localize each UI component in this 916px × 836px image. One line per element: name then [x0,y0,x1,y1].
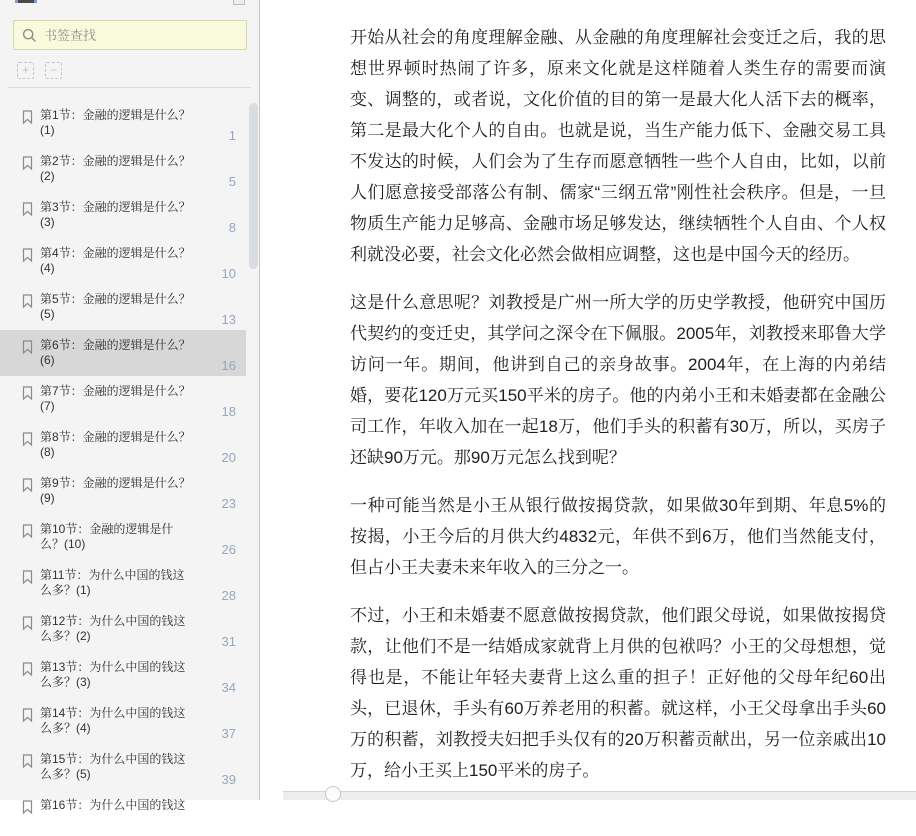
bookmark-page-number: 5 [228,174,236,189]
bookmark-page-number: 8 [228,220,236,235]
bookmark-icon [22,202,33,216]
paragraph: 一种可能当然是小王从银行做按揭贷款，如果做30年到期、年息5%的按揭，小王今后的月供大约4832元，年供不到6万，他们当然能支付，但占小王夫妻未来年收入的三分之一。 [350,496,886,577]
bookmark-item[interactable] [0,606,246,652]
bookmark-page-number: 23 [221,496,236,511]
bookmark-item[interactable] [0,330,246,376]
bookmark-page-number: 20 [221,450,236,465]
bookmark-page-number: 10 [221,266,236,281]
bookmark-title: 第7节：金融的逻辑是什么？(7) [40,384,191,413]
bookmark-page-number: 13 [221,312,236,327]
scrollbar-knob-icon[interactable] [325,786,341,802]
bookmark-item[interactable] [0,422,246,468]
bookmark-icon [22,662,33,676]
bookmark-title: 第2节：金融的逻辑是什么？(2) [40,154,191,183]
bookmark-icon [22,294,33,308]
bookmark-icon [22,524,33,538]
bookmark-title: 第10节：金融的逻辑是什么？(10) [40,522,174,551]
bookmark-title: 第14节：为什么中国的钱这么多？(4) [40,706,186,735]
bookmark-title: 第11节：为什么中国的钱这么多？(1) [40,568,185,597]
bookmark-title: 第13节：为什么中国的钱这么多？(3) [40,660,186,689]
bookmark-search[interactable] [13,20,247,50]
horizontal-scrollbar[interactable] [283,791,916,800]
bookmark-item[interactable] [0,100,246,146]
bookmark-item[interactable] [0,744,246,790]
page-text [350,22,886,803]
clipped-toolbar-icon [15,0,37,3]
bookmark-page-number: 28 [221,588,236,603]
bookmark-icon [22,708,33,722]
bookmark-title: 第9节：金融的逻辑是什么？(9) [40,476,191,505]
sidebar-scrollbar-thumb[interactable] [249,103,258,269]
collapse-all-button[interactable]: − [45,62,62,79]
bookmark-title: 第5节：金融的逻辑是什么？(5) [40,292,191,321]
bookmark-page-number: 16 [221,358,236,373]
bookmark-title: 第15节：为什么中国的钱这么多？(5) [40,752,186,781]
bookmark-item[interactable] [0,284,246,330]
bookmark-page-number: 31 [221,634,236,649]
bookmark-item[interactable] [0,790,246,836]
bookmarks-panel [0,0,260,812]
search-input[interactable] [44,28,238,43]
bookmark-icon [22,110,33,124]
bookmark-item[interactable] [0,560,246,606]
bookmark-item[interactable] [0,698,246,744]
bookmark-page-number: 26 [221,542,236,557]
sidebar-divider [8,87,251,88]
clipped-panel-button-icon [233,0,245,5]
bookmark-icon [22,386,33,400]
bookmark-icon [22,432,33,446]
bookmark-title: 第1节：金融的逻辑是什么？(1) [40,108,191,137]
bookmark-page-number: 34 [221,680,236,695]
expand-all-button[interactable]: + [17,62,34,79]
bookmark-icon [22,248,33,262]
bookmark-page-number: 18 [221,404,236,419]
bookmark-icon [22,754,33,768]
bookmark-title: 第6节：金融的逻辑是什么？(6) [40,338,191,367]
bookmark-title: 第3节：金融的逻辑是什么？(3) [40,200,191,229]
search-icon [22,28,37,43]
bookmark-icon [22,478,33,492]
bookmark-item[interactable] [0,376,246,422]
bookmark-title: 第4节：金融的逻辑是什么？(4) [40,246,191,275]
bookmark-item[interactable] [0,192,246,238]
bookmark-icon [22,800,33,814]
reader-pane [261,0,916,800]
bookmark-icon [22,616,33,630]
bookmark-title: 第8节：金融的逻辑是什么？(8) [40,430,191,459]
bookmark-item[interactable] [0,652,246,698]
bookmark-item[interactable] [0,238,246,284]
bookmark-list [0,100,246,812]
paragraph: 开始从社会的角度理解金融、从金融的角度理解社会变迁之后，我的思想世界顿时热闹了许多，原来文化就是这样随着人类生存的需要而演变、调整的，或者说，文化价值的目的第一是最大化人活下去的概率，第二是最大化个人的自由。也就是说，当生产能力低下、金融交易工具不发达的时候，人们会为了生存而愿意牺牲一些个人自由，比如，以前人们愿意接受部落公有制、儒家“三纲五常”刚性社会秩序。但是，一旦物质生产能力足够高、金融市场足够发达，继续牺牲个人自由、个人权利就没必要，社会文化必然会做相应调整，这也是中国今天的经历。 [350,28,886,264]
bookmark-icon [22,156,33,170]
bookmark-item[interactable] [0,146,246,192]
bookmark-item[interactable] [0,468,246,514]
bookmark-title: 第16节：为什么中国的钱这 [40,798,186,812]
paragraph: 不过，小王和未婚妻不愿意做按揭贷款，他们跟父母说，如果做按揭贷款，让他们不是一结婚成家就背上月供的包袱吗？小王的父母想想，觉得也是，不能让年轻夫妻背上这么重的担子！正好他的父母年纪60出头，已退休，手头有60万养老用的积蓄。就这样，小王父母拿出手头60万的积蓄，刘教授夫妇把手头仅有的20万积蓄贡献出，另一位亲戚出10万，给小王买上150平米的房子。 [350,606,886,780]
bookmark-page-number: 1 [228,128,236,143]
bookmark-icon [22,570,33,584]
paragraph: 这是什么意思呢？刘教授是广州一所大学的历史学教授，他研究中国历代契约的变迁史，其学问之深令在下佩服。2005年，刘教授来耶鲁大学访问一年。期间，他讲到自己的亲身故事。2004年，在上海的内弟结婚，要花120万元买150平米的房子。他的内弟小王和未婚妻都在金融公司工作，年收入加在一起18万，他们手头的积蓄有30万，所以，买房子还缺90万元。那90万元怎么找到呢？ [350,293,886,467]
bookmark-title: 第12节：为什么中国的钱这么多？(2) [40,614,186,643]
bookmark-page-number: 39 [221,772,236,787]
bookmark-item[interactable] [0,514,246,560]
bookmark-page-number: 37 [221,726,236,741]
bookmark-icon [22,340,33,354]
